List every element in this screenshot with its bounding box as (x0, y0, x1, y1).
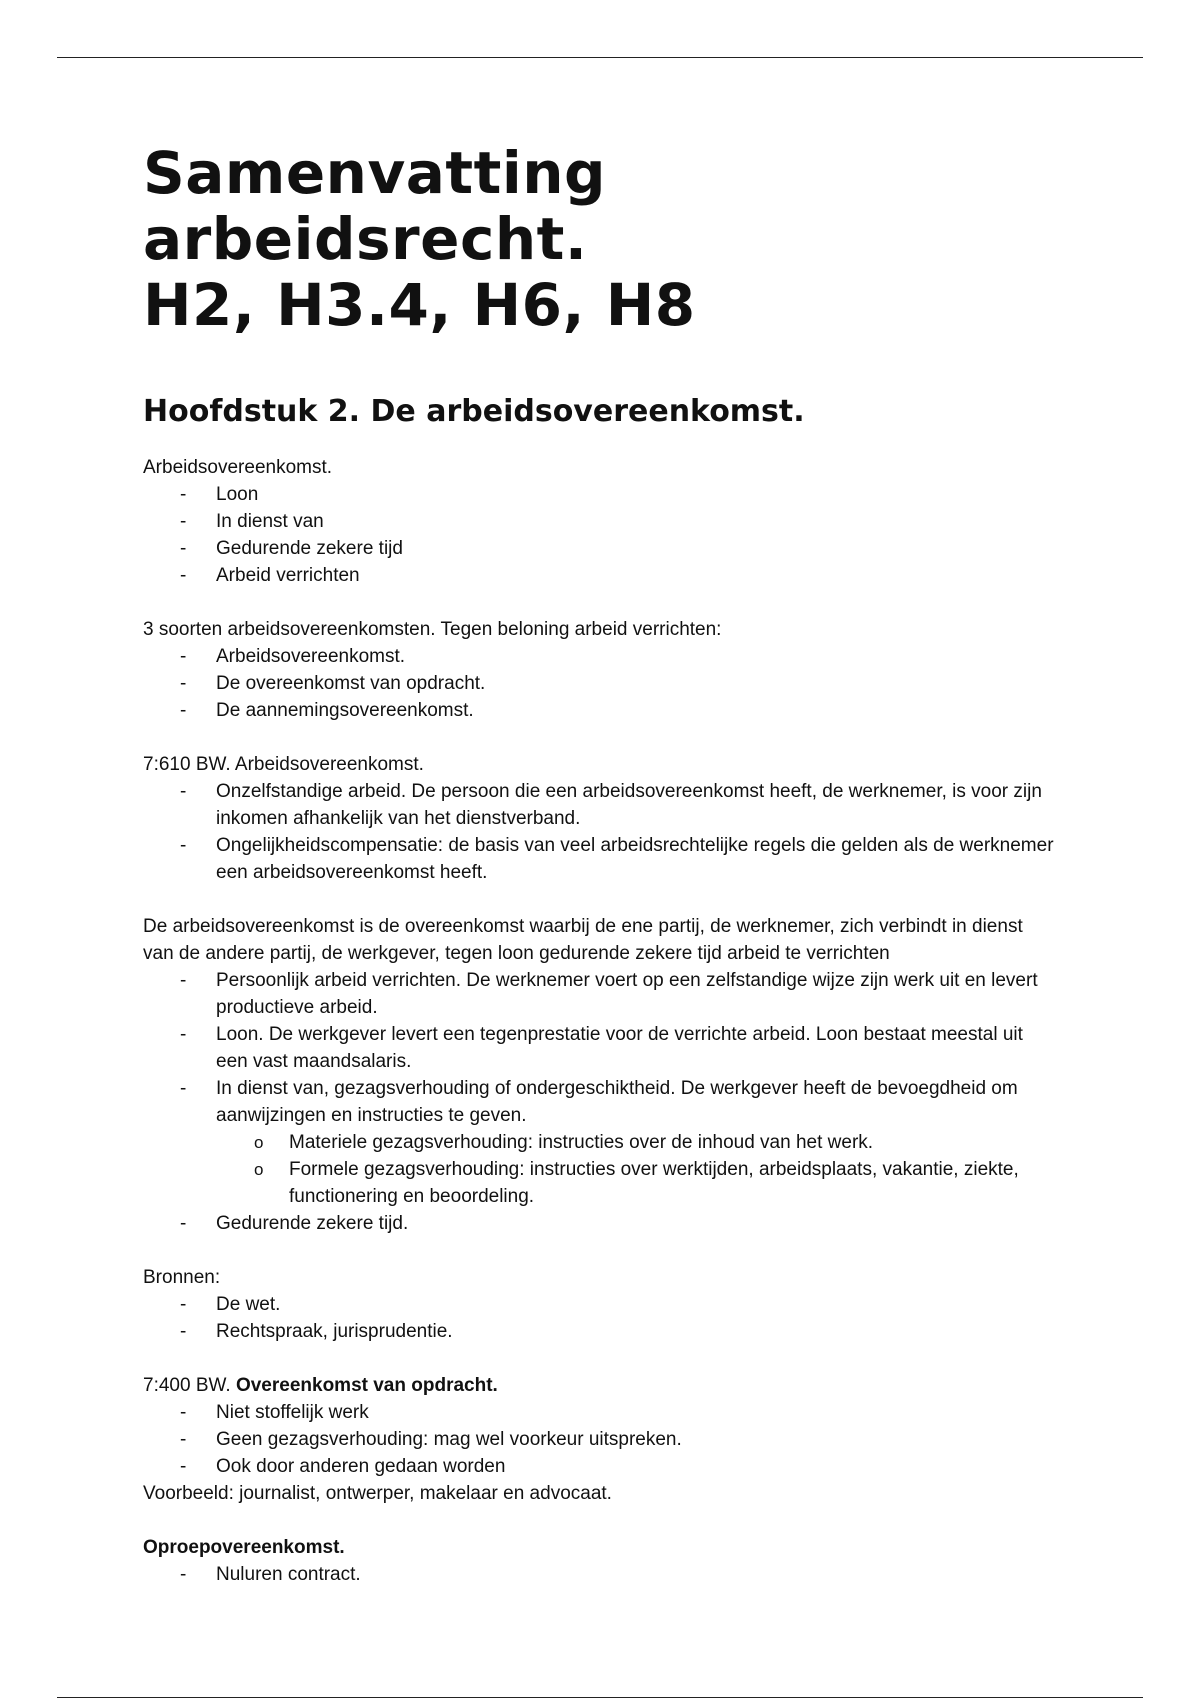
bullet-list (143, 643, 1058, 724)
list-item: - Ongelijkheidscompensatie: de basis van veel arbeidsrechtelijke regels die gelden als de werknemer een arbeidsovereenkomst heeft. (143, 832, 1058, 886)
section-intro: 7:610 BW. Arbeidsovereenkomst. (143, 754, 424, 775)
section-intro: 7:400 BW. Overeenkomst van opdracht. (143, 1375, 498, 1396)
dash-marker: - (180, 1429, 187, 1450)
section-intro: Arbeidsovereenkomst. (143, 457, 333, 478)
top-rule (57, 57, 1143, 58)
bullet-list (143, 481, 1058, 589)
list-item: - Loon. De werkgever levert een tegenprestatie voor de verrichte arbeid. Loon bestaat meestal uit een vast maandsalaris. (143, 1021, 1058, 1075)
dash-marker: - (180, 1024, 187, 1045)
list-item: - Gedurende zekere tijd. (143, 1210, 1058, 1237)
example-line: Voorbeeld: journalist, ontwerper, makelaar en advocaat. (143, 1483, 612, 1504)
section-7-400 (143, 1372, 1058, 1507)
sub-bullet-list (216, 1129, 1058, 1210)
dash-marker: - (180, 1402, 187, 1423)
dash-marker: - (180, 970, 187, 991)
section-intro: 3 soorten arbeidsovereenkomsten. Tegen beloning arbeid verrichten: (143, 619, 722, 640)
dash-marker: - (180, 835, 187, 856)
dash-marker: - (180, 1213, 187, 1234)
section-elements (143, 454, 1058, 589)
document-body (143, 140, 1058, 1615)
section-7-610 (143, 751, 1058, 886)
bullet-list (143, 778, 1058, 886)
section-intro: De arbeidsovereenkomst is de overeenkomst waarbij de ene partij, de werknemer, zich verbindt in dienst van de andere partij, de werkgever, tegen loon gedurende zekere tijd arbeid te verrichten (143, 916, 1023, 964)
list-item: - De overeenkomst van opdracht. (143, 670, 1058, 697)
dash-marker: - (180, 1564, 187, 1585)
bold-term: Overeenkomst van opdracht. (235, 1375, 498, 1396)
list-item: - In dienst van (143, 508, 1058, 535)
list-item: - Gedurende zekere tijd (143, 535, 1058, 562)
section-heading-bold: Oproepovereenkomst. (143, 1537, 345, 1558)
list-item: - Geen gezagsverhouding: mag wel voorkeur uitspreken. (143, 1426, 1058, 1453)
dash-marker: - (180, 646, 187, 667)
circle-marker: o (254, 1133, 264, 1152)
dash-marker: - (180, 1294, 187, 1315)
dash-marker: - (180, 1456, 187, 1477)
bullet-list (143, 1399, 1058, 1480)
title-line-2: H2, H3.4, H6, H8 (143, 271, 696, 339)
dash-marker: - (180, 1321, 187, 1342)
dash-marker: - (180, 511, 187, 532)
dash-marker: - (180, 781, 187, 802)
section-bronnen (143, 1264, 1058, 1345)
dash-marker: - (180, 1078, 187, 1099)
sub-list-item: o Materiele gezagsverhouding: instructies over de inhoud van het werk. (216, 1129, 1058, 1156)
title-line-1: Samenvatting arbeidsrecht. (143, 139, 607, 273)
bullet-list (143, 1291, 1058, 1345)
section-definitie (143, 913, 1058, 1237)
list-item: - Arbeid verrichten (143, 562, 1058, 589)
list-item: - Persoonlijk arbeid verrichten. De werknemer voert op een zelfstandige wijze zijn werk uit en levert productieve arbeid. (143, 967, 1058, 1021)
list-item: - De wet. (143, 1291, 1058, 1318)
chapter-heading: Hoofdstuk 2. De arbeidsovereenkomst. (143, 394, 805, 429)
list-item: - Niet stoffelijk werk (143, 1399, 1058, 1426)
dash-marker: - (180, 565, 187, 586)
sub-list-item: o Formele gezagsverhouding: instructies over werktijden, arbeidsplaats, vakantie, ziekte, functionering en beoordeling. (216, 1156, 1058, 1210)
document-title (143, 140, 1058, 338)
circle-marker: o (254, 1160, 264, 1179)
dash-marker: - (180, 673, 187, 694)
list-item: - Onzelfstandige arbeid. De persoon die een arbeidsovereenkomst heeft, de werknemer, is voor zijn inkomen afhankelijk van het dienstverband. (143, 778, 1058, 832)
list-item: - Arbeidsovereenkomst. (143, 643, 1058, 670)
dash-marker: - (180, 700, 187, 721)
list-item: - Loon (143, 481, 1058, 508)
bullet-list (143, 967, 1058, 1237)
list-item: - Nuluren contract. (143, 1561, 1058, 1588)
list-item: - Ook door anderen gedaan worden (143, 1453, 1058, 1480)
list-item: - Rechtspraak, jurisprudentie. (143, 1318, 1058, 1345)
section-oproep (143, 1534, 1058, 1588)
bullet-list (143, 1561, 1058, 1588)
section-soorten (143, 616, 1058, 724)
dash-marker: - (180, 484, 187, 505)
bottom-rule (57, 1697, 1143, 1698)
list-item: - In dienst van, gezagsverhouding of ondergeschiktheid. De werkgever heeft de bevoegdheid om aanwijzingen en instructies te geven. o Materiele gezagsverhouding: instructies over de inhoud van het werk. o Formele gezagsverhouding: instructies over werktijden, arbeidsplaats, vakantie, ziekte, functionering en beoordeling. (143, 1075, 1058, 1210)
dash-marker: - (180, 538, 187, 559)
list-item: - De aannemingsovereenkomst. (143, 697, 1058, 724)
section-intro: Bronnen: (143, 1267, 221, 1288)
